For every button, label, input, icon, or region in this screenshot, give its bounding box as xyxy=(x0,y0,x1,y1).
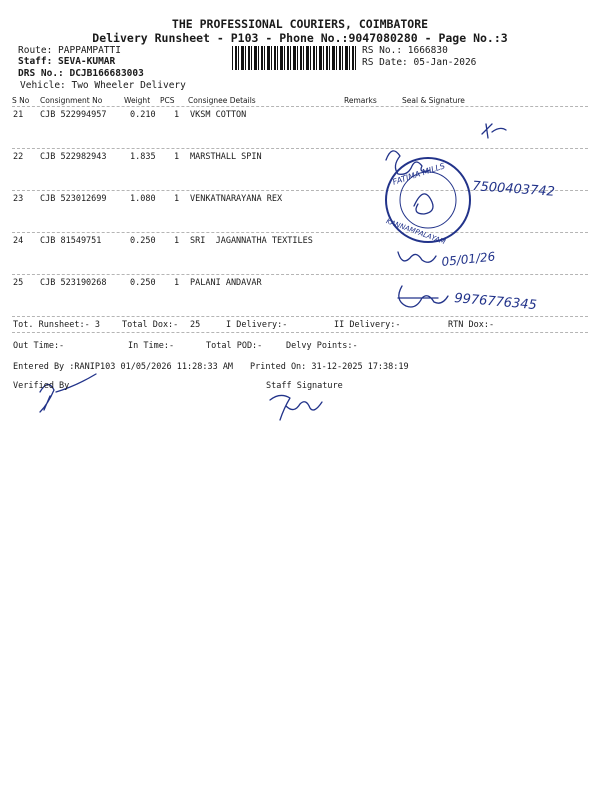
signature-mark xyxy=(398,286,448,307)
rs-number: RS No.: 1666830 xyxy=(362,45,448,56)
row-sno: 22 xyxy=(13,152,24,162)
total-dox-label: Total Dox:- xyxy=(122,320,179,330)
staff-signature-mark xyxy=(270,395,322,420)
handwritten-date: 05/01/26 xyxy=(440,249,496,269)
col-pcs: PCS xyxy=(160,96,175,105)
row-sno: 23 xyxy=(13,194,24,204)
runsheet-title: Delivery Runsheet - P103 - Phone No.:9047080280 - Page No.:3 xyxy=(92,31,508,45)
row-pcs: 1 xyxy=(174,152,180,162)
row-pcs: 1 xyxy=(174,236,180,246)
totals-divider xyxy=(12,332,588,333)
row-weight: 0.250 xyxy=(130,278,156,288)
row-weight: 1.080 xyxy=(130,194,156,204)
company-title: THE PROFESSIONAL COURIERS, COIMBATORE xyxy=(171,17,429,31)
signature-mark xyxy=(482,124,506,138)
delvy-points: Delvy Points:- xyxy=(286,341,358,351)
signature-mark xyxy=(398,252,436,262)
row-consignee: PALANI ANDAVAR xyxy=(190,278,262,288)
col-sno: S No xyxy=(12,96,30,105)
col-seal: Seal & Signature xyxy=(402,96,465,105)
row-weight: 1.835 xyxy=(130,152,156,162)
handwritten-phone: 9976776345 xyxy=(453,291,538,314)
seal-text-bottom: KANNAMPALAYAM xyxy=(384,217,447,247)
total-pod: Total POD:- xyxy=(206,341,263,351)
rtn-dox: RTN Dox:- xyxy=(448,320,495,330)
row-consignment: CJB 81549751 xyxy=(40,236,102,246)
row-consignment: CJB 523190268 xyxy=(40,278,107,288)
row-sno: 21 xyxy=(13,110,24,120)
col-consignee: Consignee Details xyxy=(188,96,256,105)
row-consignee: VKSM COTTON xyxy=(190,110,247,120)
entered-by: Entered By :RANIP103 01/05/2026 11:28:33 AM xyxy=(13,362,234,372)
col-consignment: Consignment No xyxy=(40,96,103,105)
row-pcs: 1 xyxy=(174,110,180,120)
i-delivery: I Delivery:- xyxy=(226,320,288,330)
row-sno: 25 xyxy=(13,278,24,288)
row-consignee: MARSTHALL SPIN xyxy=(190,152,262,162)
row-consignment: CJB 522994957 xyxy=(40,110,107,120)
staff-label: Staff: SEVA-KUMAR xyxy=(18,56,116,67)
row-weight: 0.210 xyxy=(130,110,156,120)
total-dox-value: 25 xyxy=(190,320,201,330)
row-sno: 24 xyxy=(13,236,24,246)
row-consignee: VENKATNARAYANA REX xyxy=(190,194,283,204)
in-time: In Time:- xyxy=(128,341,175,351)
rs-date: RS Date: 05-Jan-2026 xyxy=(362,57,477,68)
tot-runsheet: Tot. Runsheet:- 3 xyxy=(13,320,100,330)
handwritten-phone: 7500403742 xyxy=(471,179,556,200)
row-consignment: CJB 522982943 xyxy=(40,152,107,162)
vehicle-label: Vehicle: Two Wheeler Delivery xyxy=(20,80,186,91)
col-weight: Weight xyxy=(124,96,151,105)
verifier-signature xyxy=(40,374,96,412)
verified-by-label: Verified By xyxy=(13,381,70,391)
out-time: Out Time:- xyxy=(13,341,65,351)
drs-number: DRS No.: DCJB166683003 xyxy=(18,68,144,79)
row-pcs: 1 xyxy=(174,194,180,204)
row-pcs: 1 xyxy=(174,278,180,288)
printed-on: Printed On: 31-12-2025 17:38:19 xyxy=(250,362,409,372)
row-weight: 0.250 xyxy=(130,236,156,246)
route-label: Route: PAPPAMPATTI xyxy=(18,45,121,56)
col-remarks: Remarks xyxy=(344,96,377,105)
staff-signature-label: Staff Signature xyxy=(266,381,343,391)
row-consignee: SRI JAGANNATHA TEXTILES xyxy=(190,236,313,246)
company-seal xyxy=(385,158,470,246)
ii-delivery: II Delivery:- xyxy=(334,320,401,330)
seal-text-top: FATIMA MILLS xyxy=(391,161,447,187)
row-consignment: CJB 523012699 xyxy=(40,194,107,204)
